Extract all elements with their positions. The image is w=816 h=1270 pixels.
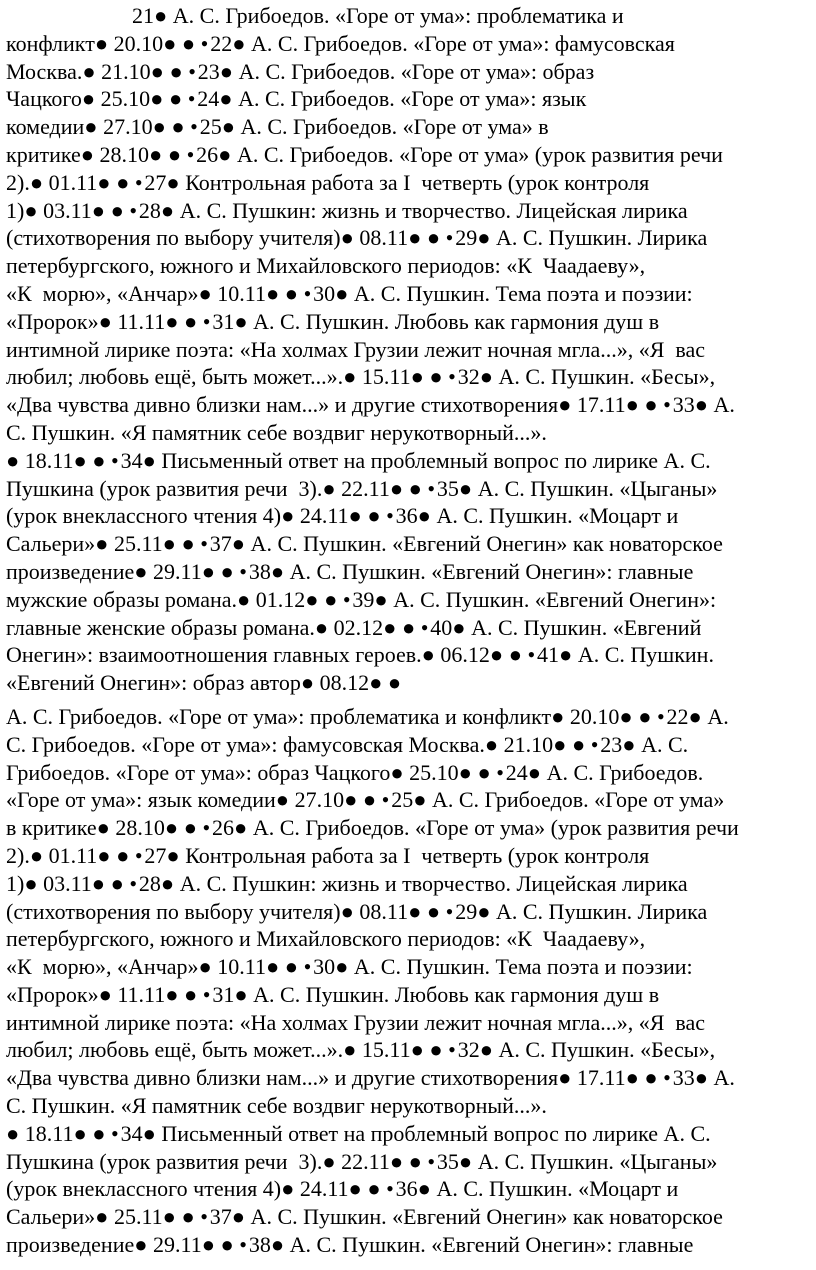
text-line: Онегин»: взаимоотношения главных героев.● 06.12● ● • 41● А. С. Пушкин. xyxy=(6,642,714,668)
text-line: (урок внеклассного чтения 4)● 24.11● ● • 36● А. С. Пушкин. «Моцарт и xyxy=(6,503,679,529)
text-line: интимной лирике поэта: «На холмах Грузии лежит ночная мгла...», «Я вас xyxy=(6,336,706,362)
text-line: конфликт● 20.10● ● • 22● А. С. Грибоедов. «Горе от ума»: фамусовская xyxy=(6,30,675,56)
text-line: любил; любовь ещё, быть может...».● 15.11● ● • 32● А. С. Пушкин. «Бесы», xyxy=(6,364,716,390)
text-line: 2).● 01.11● ● • 27● Контрольная работа за I четверть (урок контроля xyxy=(6,842,650,868)
text-line: Пушкина (урок развития речи 3).● 22.11● ● • 35● А. С. Пушкин. «Цыганы» xyxy=(6,475,718,501)
text-line: главные женские образы романа.● 02.12● ● • 40● А. С. Пушкин. «Евгений xyxy=(6,614,702,640)
text-line: любил; любовь ещё, быть может...».● 15.11● ● • 32● А. С. Пушкин. «Бесы», xyxy=(6,1037,716,1063)
text-line: «Горе от ума»: язык комедии● 27.10● ● • 25● А. С. Грибоедов. «Горе от ума» xyxy=(6,787,725,813)
text-line: «Евгений Онегин»: образ автор● 08.12● ● xyxy=(6,670,402,696)
text-line: Грибоедов. «Горе от ума»: образ Чацкого● 25.10● ● • 24● А. С. Грибоедов. xyxy=(6,759,704,785)
text-line: (стихотворения по выбору учителя)● 08.11● ● • 29● А. С. Пушкин. Лирика xyxy=(6,225,708,251)
text-block-second xyxy=(6,703,810,1259)
text-line: ● 18.11● ● • 34● Письменный ответ на проблемный вопрос по лирике А. С. xyxy=(6,447,711,473)
text-line: «К морю», «Анчар»● 10.11● ● • 30● А. С. Пушкин. Тема поэта и поэзии: xyxy=(6,280,693,306)
text-line: критике● 28.10● ● • 26● А. С. Грибоедов. «Горе от ума» (урок развития речи xyxy=(6,141,723,167)
text-line: А. С. Грибоедов. «Горе от ума»: проблематика и конфликт● 20.10● ● • 22● А. xyxy=(6,703,729,729)
text-line: (урок внеклассного чтения 4)● 24.11● ● • 36● А. С. Пушкин. «Моцарт и xyxy=(6,1176,679,1202)
text-line: «К морю», «Анчар»● 10.11● ● • 30● А. С. Пушкин. Тема поэта и поэзии: xyxy=(6,954,693,980)
text-line: Пушкина (урок развития речи 3).● 22.11● ● • 35● А. С. Пушкин. «Цыганы» xyxy=(6,1148,718,1174)
text-line: 2).● 01.11● ● • 27● Контрольная работа за I четверть (урок контроля xyxy=(6,169,650,195)
text-line: Москва.● 21.10● ● • 23● А. С. Грибоедов. «Горе от ума»: образ xyxy=(6,58,595,84)
text-line: «Пророк»● 11.11● ● • 31● А. С. Пушкин. Любовь как гармония душ в xyxy=(6,308,660,334)
text-line: в критике● 28.10● ● • 26● А. С. Грибоедов. «Горе от ума» (урок развития речи xyxy=(6,815,739,841)
text-line: «Два чувства дивно близки нам...» и другие стихотворения● 17.11● ● • 33● А. xyxy=(6,1065,735,1091)
text-line: Сальери»● 25.11● ● • 37● А. С. Пушкин. «Евгений Онегин» как новаторское xyxy=(6,1204,723,1230)
text-line: 1)● 03.11● ● • 28● А. С. Пушкин: жизнь и творчество. Лицейская лирика xyxy=(6,870,688,896)
text-line: петербургского, южного и Михайловского периодов: «К Чаадаеву», xyxy=(6,253,646,279)
text-line: Сальери»● 25.11● ● • 37● А. С. Пушкин. «Евгений Онегин» как новаторское xyxy=(6,531,723,557)
text-line: ● 18.11● ● • 34● Письменный ответ на проблемный вопрос по лирике А. С. xyxy=(6,1120,711,1146)
text-line: С. Пушкин. «Я памятник себе воздвиг нерукотворный...». xyxy=(6,419,547,445)
text-line: «Пророк»● 11.11● ● • 31● А. С. Пушкин. Любовь как гармония душ в xyxy=(6,981,660,1007)
text-line: «Два чувства дивно близки нам...» и другие стихотворения● 17.11● ● • 33● А. xyxy=(6,392,735,418)
text-line: комедии● 27.10● ● • 25● А. С. Грибоедов. «Горе от ума» в xyxy=(6,114,549,140)
text-line: С. Пушкин. «Я памятник себе воздвиг нерукотворный...». xyxy=(6,1093,547,1119)
text-line: 21● А. С. Грибоедов. «Горе от ума»: проблематика и xyxy=(132,3,624,28)
text-line: 1)● 03.11● ● • 28● А. С. Пушкин: жизнь и творчество. Лицейская лирика xyxy=(6,197,688,223)
text-line: произведение● 29.11● ● • 38● А. С. Пушкин. «Евгений Онегин»: главные xyxy=(6,558,694,584)
text-line: (стихотворения по выбору учителя)● 08.11● ● • 29● А. С. Пушкин. Лирика xyxy=(6,898,708,924)
text-line: Чацкого● 25.10● ● • 24● А. С. Грибоедов. «Горе от ума»: язык xyxy=(6,86,587,112)
text-line: С. Грибоедов. «Горе от ума»: фамусовская Москва.● 21.10● ● • 23● А. С. xyxy=(6,731,689,757)
text-line: произведение● 29.11● ● • 38● А. С. Пушкин. «Евгений Онегин»: главные xyxy=(6,1232,694,1258)
text-line: мужские образы романа.● 01.12● ● • 39● А. С. Пушкин. «Евгений Онегин»: xyxy=(6,586,717,612)
text-line: интимной лирике поэта: «На холмах Грузии лежит ночная мгла...», «Я вас xyxy=(6,1009,706,1035)
text-line: петербургского, южного и Михайловского периодов: «К Чаадаеву», xyxy=(6,926,646,952)
text-block-first xyxy=(6,2,810,697)
